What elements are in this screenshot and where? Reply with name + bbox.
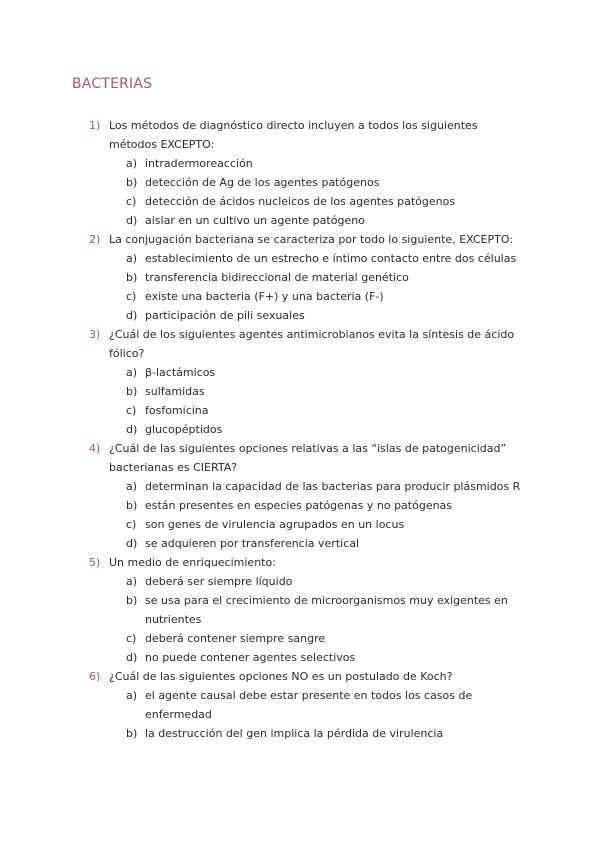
question-item bbox=[0, 667, 600, 743]
question-item bbox=[0, 553, 600, 667]
question-text: Un medio de enriquecimiento: bbox=[109, 556, 276, 569]
option-letter: c) bbox=[126, 195, 137, 208]
option-text: β-lactámicos bbox=[145, 366, 216, 379]
option-item bbox=[0, 154, 600, 173]
option-letter: a) bbox=[126, 575, 138, 588]
option-letter: b) bbox=[126, 499, 138, 512]
option-item bbox=[0, 401, 600, 420]
question-item bbox=[0, 439, 600, 553]
option-letter: a) bbox=[126, 689, 138, 702]
option-list bbox=[0, 686, 600, 743]
question-item bbox=[0, 116, 600, 230]
option-item bbox=[0, 382, 600, 401]
option-list bbox=[0, 249, 600, 325]
option-item bbox=[0, 306, 600, 325]
question-text: La conjugación bacteriana se caracteriza por todo lo siguiente, EXCEPTO: bbox=[109, 233, 514, 246]
option-text: son genes de virulencia agrupados en un locus bbox=[145, 518, 405, 531]
option-text: se usa para el crecimiento de microorganismos muy exigentes en nutrientes bbox=[145, 594, 508, 626]
option-text: no puede contener agentes selectivos bbox=[145, 651, 356, 664]
option-letter: a) bbox=[126, 252, 138, 265]
option-item bbox=[0, 477, 600, 496]
option-item bbox=[0, 211, 600, 230]
question-item bbox=[0, 230, 600, 325]
option-item bbox=[0, 648, 600, 667]
question-text: ¿Cuál de las siguientes opciones NO es un postulado de Koch? bbox=[109, 670, 453, 683]
question-text: Los métodos de diagnóstico directo incluyen a todos los siguientes métodos EXCEPTO: bbox=[109, 119, 478, 151]
option-list bbox=[0, 477, 600, 553]
option-list bbox=[0, 572, 600, 667]
option-text: determinan la capacidad de las bacterias para producir plásmidos R bbox=[145, 480, 521, 493]
question-number: 5) bbox=[89, 556, 101, 569]
option-item bbox=[0, 591, 600, 629]
option-text: deberá contener siempre sangre bbox=[145, 632, 326, 645]
option-text: participación de pili sexuales bbox=[145, 309, 305, 322]
option-item bbox=[0, 249, 600, 268]
option-item bbox=[0, 173, 600, 192]
option-letter: c) bbox=[126, 632, 137, 645]
option-text: deberá ser siempre líquido bbox=[145, 575, 293, 588]
option-text: existe una bacteria (F+) y una bacteria (F-) bbox=[145, 290, 384, 303]
option-letter: d) bbox=[126, 537, 138, 550]
option-text: están presentes en especies patógenas y no patógenas bbox=[145, 499, 453, 512]
option-letter: c) bbox=[126, 404, 137, 417]
option-letter: a) bbox=[126, 366, 138, 379]
question-number: 2) bbox=[89, 233, 101, 246]
option-letter: b) bbox=[126, 176, 138, 189]
question-item bbox=[0, 325, 600, 439]
option-item bbox=[0, 572, 600, 591]
option-text: intradermoreacción bbox=[145, 157, 253, 170]
option-item bbox=[0, 192, 600, 211]
option-item bbox=[0, 268, 600, 287]
question-text: ¿Cuál de los siguientes agentes antimicrobianos evita la síntesis de ácido fólico? bbox=[109, 328, 515, 360]
option-letter: b) bbox=[126, 385, 138, 398]
page-title: BACTERIAS bbox=[72, 76, 153, 92]
option-text: sulfamidas bbox=[145, 385, 205, 398]
question-number: 6) bbox=[89, 670, 101, 683]
option-text: el agente causal debe estar presente en todos los casos de enfermedad bbox=[145, 689, 473, 721]
option-item bbox=[0, 420, 600, 439]
option-item bbox=[0, 515, 600, 534]
option-text: glucopéptidos bbox=[145, 423, 223, 436]
option-text: transferencia bidireccional de material genético bbox=[145, 271, 409, 284]
option-letter: d) bbox=[126, 423, 138, 436]
option-text: detección de ácidos nucleicos de los agentes patógenos bbox=[145, 195, 456, 208]
question-number: 3) bbox=[89, 328, 101, 341]
option-item bbox=[0, 629, 600, 648]
option-text: aislar en un cultivo un agente patógeno bbox=[145, 214, 365, 227]
option-letter: b) bbox=[126, 594, 138, 607]
option-letter: b) bbox=[126, 271, 138, 284]
option-item bbox=[0, 363, 600, 382]
option-item bbox=[0, 724, 600, 743]
question-number: 1) bbox=[89, 119, 101, 132]
option-letter: d) bbox=[126, 309, 138, 322]
option-item bbox=[0, 686, 600, 724]
question-number: 4) bbox=[89, 442, 101, 455]
option-list bbox=[0, 363, 600, 439]
option-text: la destrucción del gen implica la pérdida de virulencia bbox=[145, 727, 444, 740]
option-letter: a) bbox=[126, 157, 138, 170]
option-letter: d) bbox=[126, 214, 138, 227]
option-item bbox=[0, 287, 600, 306]
option-list bbox=[0, 154, 600, 230]
question-list bbox=[0, 116, 600, 743]
option-item bbox=[0, 496, 600, 515]
option-letter: a) bbox=[126, 480, 138, 493]
option-letter: c) bbox=[126, 290, 137, 303]
option-letter: b) bbox=[126, 727, 138, 740]
option-text: se adquieren por transferencia vertical bbox=[145, 537, 360, 550]
question-text: ¿Cuál de las siguientes opciones relativas a las “islas de patogenicidad” bacterianas es CIERTA? bbox=[109, 442, 507, 474]
option-letter: c) bbox=[126, 518, 137, 531]
option-text: establecimiento de un estrecho e íntimo contacto entre dos células bbox=[145, 252, 517, 265]
option-text: detección de Ag de los agentes patógenos bbox=[145, 176, 380, 189]
option-text: fosfomicina bbox=[145, 404, 209, 417]
option-letter: d) bbox=[126, 651, 138, 664]
option-item bbox=[0, 534, 600, 553]
